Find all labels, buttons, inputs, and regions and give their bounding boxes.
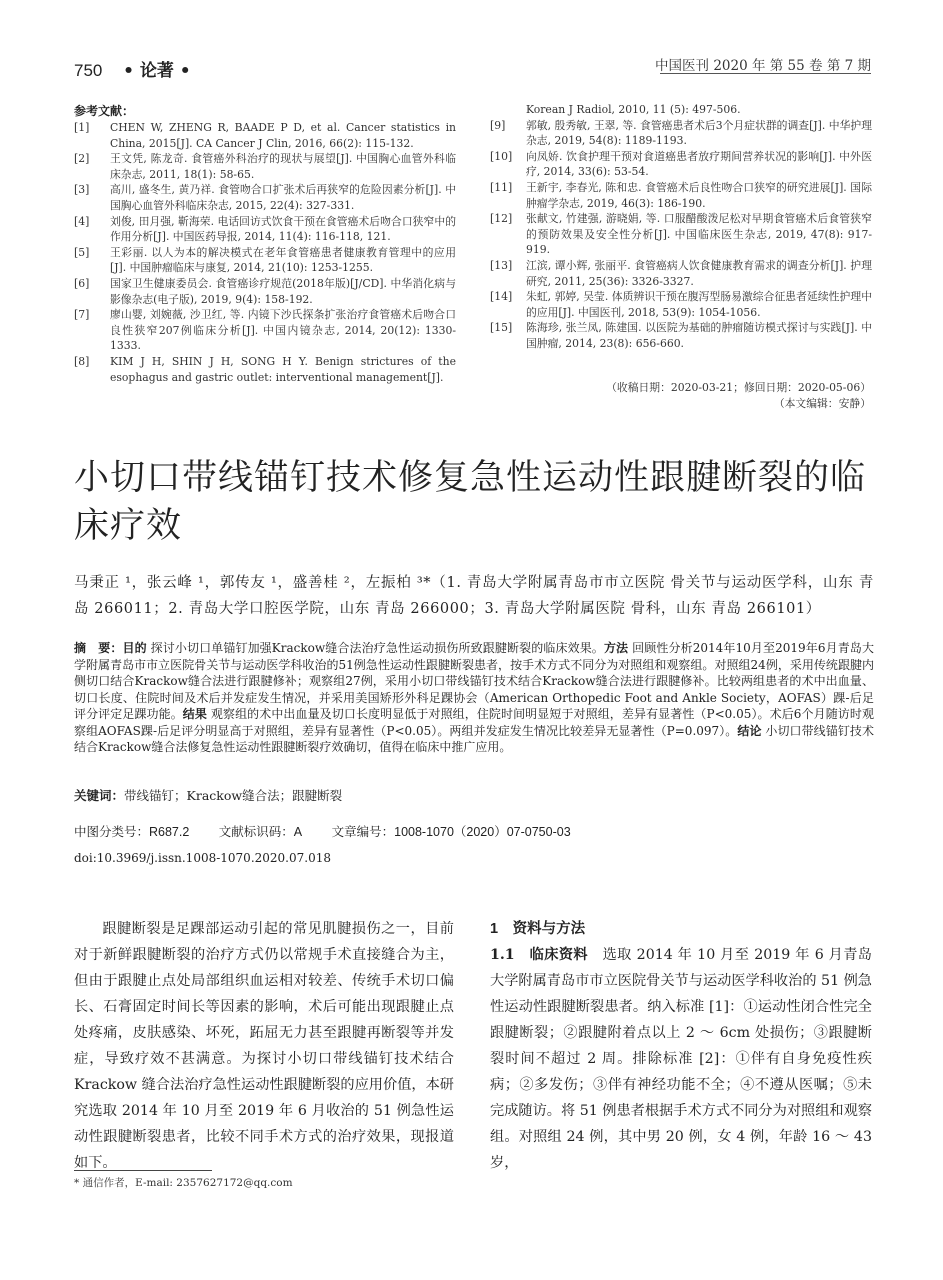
reference-item [490,258,872,289]
running-header-left [74,56,191,81]
reference-number: [13] [490,258,513,272]
intro-paragraph: 跟腱断裂是足踝部运动引起的常见肌腱损伤之一，目前对于新鲜跟腱断裂的治疗方式仍以常规手术直接缝合为主，但由于跟腱止点处局部组织血运相对较差、传统手术切口偏长、石膏固定时间长等因素的影响，术后可能出现跟腱止点处疼痛，皮肤感染、坏死，跖屈无力甚至跟腱再断裂等并发症，导致疗效不甚满意。为探讨小切口带线锚钉技术结合 Krackow 缝合法治疗急性运动性跟腱断裂的应用价值，本研究选取 2014 年 10 月至 2019 年 6 月收治的 51 例急性运动性跟腱断裂患者，比较不同手术方式的治疗效果，现报道如下。 [74,921,454,1171]
reference-item [490,320,872,351]
reference-text: 国家卫生健康委员会. 食管癌诊疗规范(2018年版)[J/CD]. 中华消化病与影像杂志(电子版), 2019, 9(4): 158-192. [110,276,456,306]
section-1-1 [490,942,872,1176]
dates-block [606,380,871,412]
reference-text: 王新宇, 李春光, 陈和忠. 食管癌术后良性吻合口狭窄的研究进展[J]. 国际肿瘤学杂志, 2019, 46(3): 186-190. [526,180,872,210]
reference-number: [10] [490,149,513,163]
reference-item [490,289,872,320]
reference-text: 刘俊, 田月强, 靳海荣. 电话回访式饮食干预在食管癌术后吻合口狭窄中的作用分析[J]. 中国医药导报, 2014, 11(4): 116-118, 121. [110,214,456,244]
received-revised-dates: （收稿日期：2020-03-21；修回日期：2020-05-06） [606,381,871,394]
reference-text: 郭敏, 殷秀敏, 王翠, 等. 食管癌患者术后3个月症状群的调查[J]. 中华护理杂志, 2019, 54(8): 1189-1193. [526,118,872,148]
reference-number: [12] [490,212,513,226]
reference-number: [5] [74,245,90,259]
reference-text: 王彩丽. 以人为本的解决模式在老年食管癌患者健康教育管理中的应用[J]. 中国肿瘤临床与康复, 2014, 21(10): 1253-1255. [110,245,456,275]
header-rule [660,73,871,74]
references-right-column [490,102,872,352]
reference-number: [6] [74,276,90,290]
reference-text: 高川, 盛冬生, 黄乃祥. 食管吻合口扩张术后再狭窄的危险因素分析[J]. 中国胸心血管外科临床杂志, 2015, 22(4): 327-331. [110,183,456,212]
article-title: 小切口带线锚钉技术修复急性运动性跟腱断裂的临床疗效 [74,458,867,546]
corresponding-author-footnote: * 通信作者，E-mail: 2357627172@qq.com [74,1177,293,1189]
reference-text: 王文凭, 陈龙奇. 食管癌外科治疗的现状与展望[J]. 中国胸心血管外科临床杂志, 2011, 18(1): 58-65. [110,152,456,181]
reference-item [74,245,456,276]
abstract [74,640,874,756]
reference-text: 向凤娇. 饮食护理干预对食道癌患者放疗期间营养状况的影响[J]. 中外医疗, 2014, 33(6): 53-54. [526,149,872,179]
reference-number: [1] [74,121,90,134]
body-right-column [490,916,872,1176]
reference-number: [4] [74,214,90,228]
reference-text: 陈海珍, 张兰凤, 陈建国. 以医院为基础的肿瘤随访模式探讨与实践[J]. 中国肿瘤, 2014, 23(8): 656-660. [526,321,872,350]
reference-text: 江滨, 谭小辉, 张丽平. 食管癌病人饮食健康教育需求的调查分析[J]. 护理研究, 2011, 25(36): 3326-3327. [526,258,872,288]
section-1-heading: 1 资料与方法 [490,921,586,937]
reference-number: [8] [74,354,90,368]
reference-number: [7] [74,308,90,322]
reference-item [490,149,872,180]
abstract-label: 摘 要： [74,641,123,655]
reference-item [74,354,456,385]
doi: doi:10.3969/j.issn.1008-1070.2020.07.018 [74,851,331,865]
reference-number: [14] [490,290,513,304]
keywords-text: 带线锚钉；Krackow缝合法；跟腱断裂 [124,788,343,803]
reference-item [74,307,456,354]
references-left-column [74,120,456,385]
reference-text: CHEN W, ZHENG R, BAADE P D, et al. Cancer statistics in China, 2015[J]. CA Cancer J Clin, 2016, 66(2): 115-132. [110,121,456,150]
section-1-1-text: 选取 2014 年 10 月至 2019 年 6 月青岛大学附属青岛市市立医院骨关节与运动医学科收治的 51 例急性运动性跟腱断裂患者。纳入标准 [1]：①运动性闭合性完全跟腱断裂；②跟腱附着点以上 2 ～ 6cm 处损伤；③跟腱断裂时间不超过 2 周。排除标准 [2]：①伴有自身免疫性疾病；②多发伤；③伴有神经功能不全；④不遵从医嘱；⑤未完成随访。将 51 例患者根据手术方式不同分为对照组和观察组。对照组 24 例，其中男 20 例，女 4 例，年龄 16 ～ 43 岁， [490,947,872,1171]
reference-item [74,214,456,245]
reference-text: KIM J H, SHIN J H, SONG H Y. Benign strictures of the esophagus and gastric outlet: interventional management[J]. [110,354,456,384]
conclusion-text: 小切口带线锚钉技术结合Krackow缝合法修复急性运动性跟腱断裂疗效确切，值得在临床中推广应用。 [74,723,874,754]
footnote-rule [74,1170,212,1171]
reference-number: [15] [490,321,513,335]
reference-item [74,151,456,182]
reference-item [490,211,872,258]
classification-line [74,822,597,840]
reference-item [490,180,872,211]
reference-item [74,182,456,213]
reference-continuation: Korean J Radiol, 2010, 11 (5): 497-506. [526,103,741,116]
keywords [74,786,342,804]
reference-number: [11] [490,180,513,194]
document-code: 文献标识码：A [218,825,303,839]
section-label: • 论著 • [123,61,191,81]
reference-text: 张献文, 竹建强, 游晓娟, 等. 口服醋酸泼尼松对早期食管癌术后食管狭窄的预防效果及安全性分析[J]. 中国临床医生杂志, 2019, 47(8): 917-919. [526,212,872,257]
results-label: 结果 [182,707,207,721]
reference-item [74,120,456,151]
reference-item [74,276,456,307]
reference-number: [2] [74,152,90,166]
authors-affiliations: 马秉正 ¹，张云峰 ¹，郭传友 ¹，盛善桂 ²，左振柏 ³*（1. 青岛大学附属青岛市市立医院 骨关节与运动医学科，山东 青岛 266011；2. 青岛大学口腔医学院，山东 青岛 266000；3. 青岛大学附属医院 骨科，山东 青岛 266101） [74,575,874,617]
article-number: 文章编号：1008-1070（2020）07-0750-03 [331,825,571,839]
references-heading: 参考文献： [74,104,135,118]
objective-text: 探讨小切口单锚钉加强Krackow缝合法治疗急性运动损伤所致跟腱断裂的临床效果。 [150,641,604,655]
reference-text: 朱虹, 郭婷, 吴莹. 体质辨识干预在腹泻型肠易激综合征患者延续性护理中的应用[J]. 中国医刊, 2018, 53(9): 1054-1056. [526,290,872,319]
page-number: 750 [74,61,103,80]
reference-number: [3] [74,183,90,197]
reference-text: 廖山婴, 刘婉薇, 沙卫红, 等. 内镜下沙氏探条扩张治疗食管癌术后吻合口良性狭窄207例临床分析[J]. 中国内镜杂志, 2014, 20(12): 1330-1333. [110,308,456,353]
journal-issue: 中国医刊 2020 年 第 55 卷 第 7 期 [655,58,871,74]
reference-number: [9] [490,118,506,132]
keywords-label: 关键词： [74,789,125,803]
body-left-column [74,916,454,1176]
reference-item [490,118,872,149]
methods-label: 方法 [603,641,629,655]
objective-label: 目的 [122,641,147,655]
clc-number: 中图分类号：R687.2 [74,825,190,839]
conclusion-label: 结论 [737,723,762,738]
methods-text: 回顾性分析2014年10月至2019年6月青岛大学附属青岛市市立医院骨关节与运动医学科收治的51例急性运动性跟腱断裂患者，按手术方式不同分为对照组和观察组。对照组24例，采用传统跟腱内侧切口结合Krackow缝合法进行跟腱修补；观察组27例，采用小切口带线锚钉技术结合Krackow缝合法进行跟腱修补。比较两组患者的术中出血量、切口长度、住院时间及术后并发症发生情况，并采用美国矫形外科足踝协会（American Orthopedic Foot and Ankle Society，AOFAS）踝-后足评分评定足踝功能。 [74,641,874,721]
section-1-1-heading: 1.1 临床资料 [490,947,588,963]
results-text: 观察组的术中出血量及切口长度明显低于对照组，住院时间明显短于对照组，差异有显著性（P<0.05）。术后6个月随访时观察组AOFAS踝-后足评分明显高于对照组，差异有显著性（P<0.05）。两组并发症发生情况比较差异无显著性（P=0.097）。 [74,707,874,738]
editor-note: （本文编辑：安静） [773,397,871,410]
